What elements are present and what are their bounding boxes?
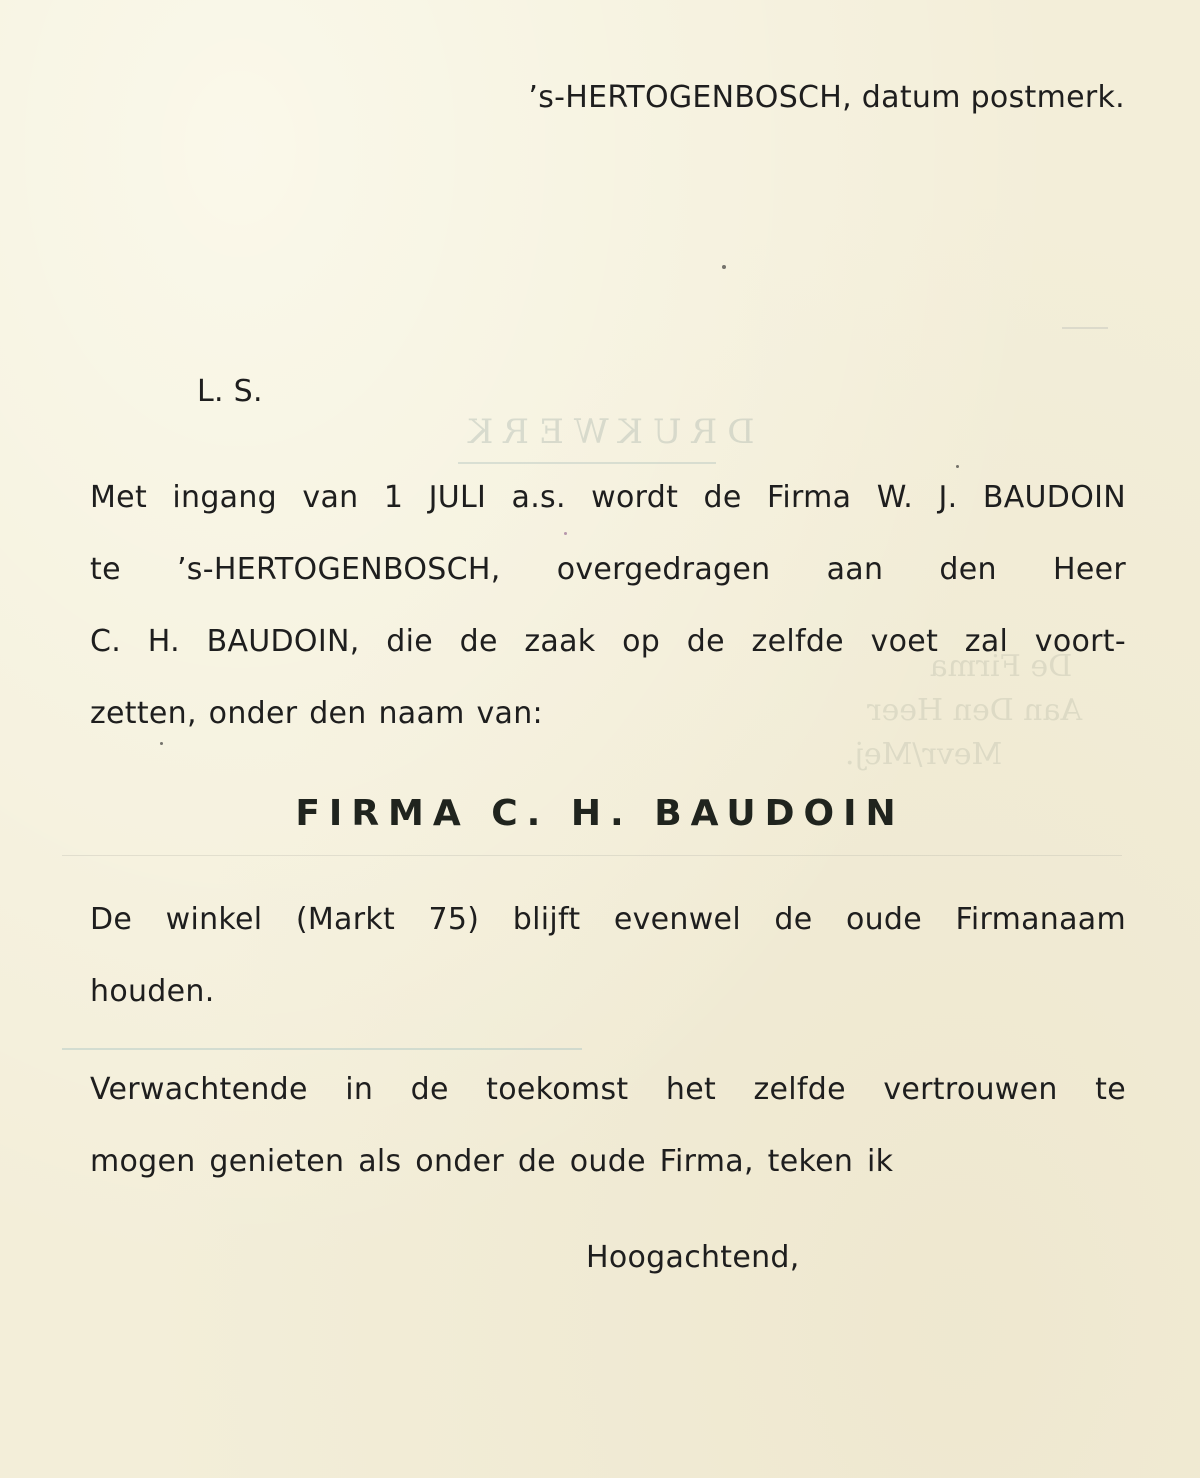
paragraph1-line3: C. H. BAUDOIN, die de zaak op de zelfde voet zal voort- <box>90 624 1126 659</box>
firm-name-heading: FIRMA C. H. BAUDOIN <box>295 793 905 834</box>
salutation: L. S. <box>197 374 263 409</box>
paragraph3-line2: mogen genieten als onder de oude Firma, teken ik <box>90 1144 894 1179</box>
paragraph2-line2: houden. <box>90 974 215 1009</box>
paper-speck <box>160 742 163 745</box>
paragraph1-line2: te ’s-HERTOGENBOSCH, overgedragen aan den Heer <box>90 552 1126 587</box>
paper-speck <box>956 465 959 468</box>
show-through-rule-lower <box>62 1048 582 1050</box>
show-through-rule <box>458 462 716 464</box>
closing-greeting: Hoogachtend, <box>586 1240 800 1275</box>
show-through-stamp: DRUKWERK <box>458 412 755 452</box>
paragraph3-line1: Verwachtende in de toekomst het zelfde vertrouwen te <box>90 1072 1126 1107</box>
paper-speck <box>564 532 567 535</box>
show-through-address-line: Mevr/Mej. <box>845 737 1003 772</box>
place-date-line: ’s-HERTOGENBOSCH, datum postmerk. <box>528 80 1125 115</box>
show-through-address-line: Aan Den Heer <box>867 693 1083 728</box>
show-through-mark <box>1062 327 1108 329</box>
paper-speck <box>722 265 726 269</box>
show-through-address-line: De Firma <box>929 649 1073 684</box>
paragraph2-line1: De winkel (Markt 75) blijft evenwel de oude Firmanaam <box>90 902 1126 937</box>
show-through-address <box>845 645 1082 777</box>
show-through-rule-mid <box>62 855 1122 856</box>
paragraph1-line1: Met ingang van 1 JULI a.s. wordt de Firma W. J. BAUDOIN <box>90 480 1126 515</box>
paragraph1-line4: zetten, onder den naam van: <box>90 696 543 731</box>
